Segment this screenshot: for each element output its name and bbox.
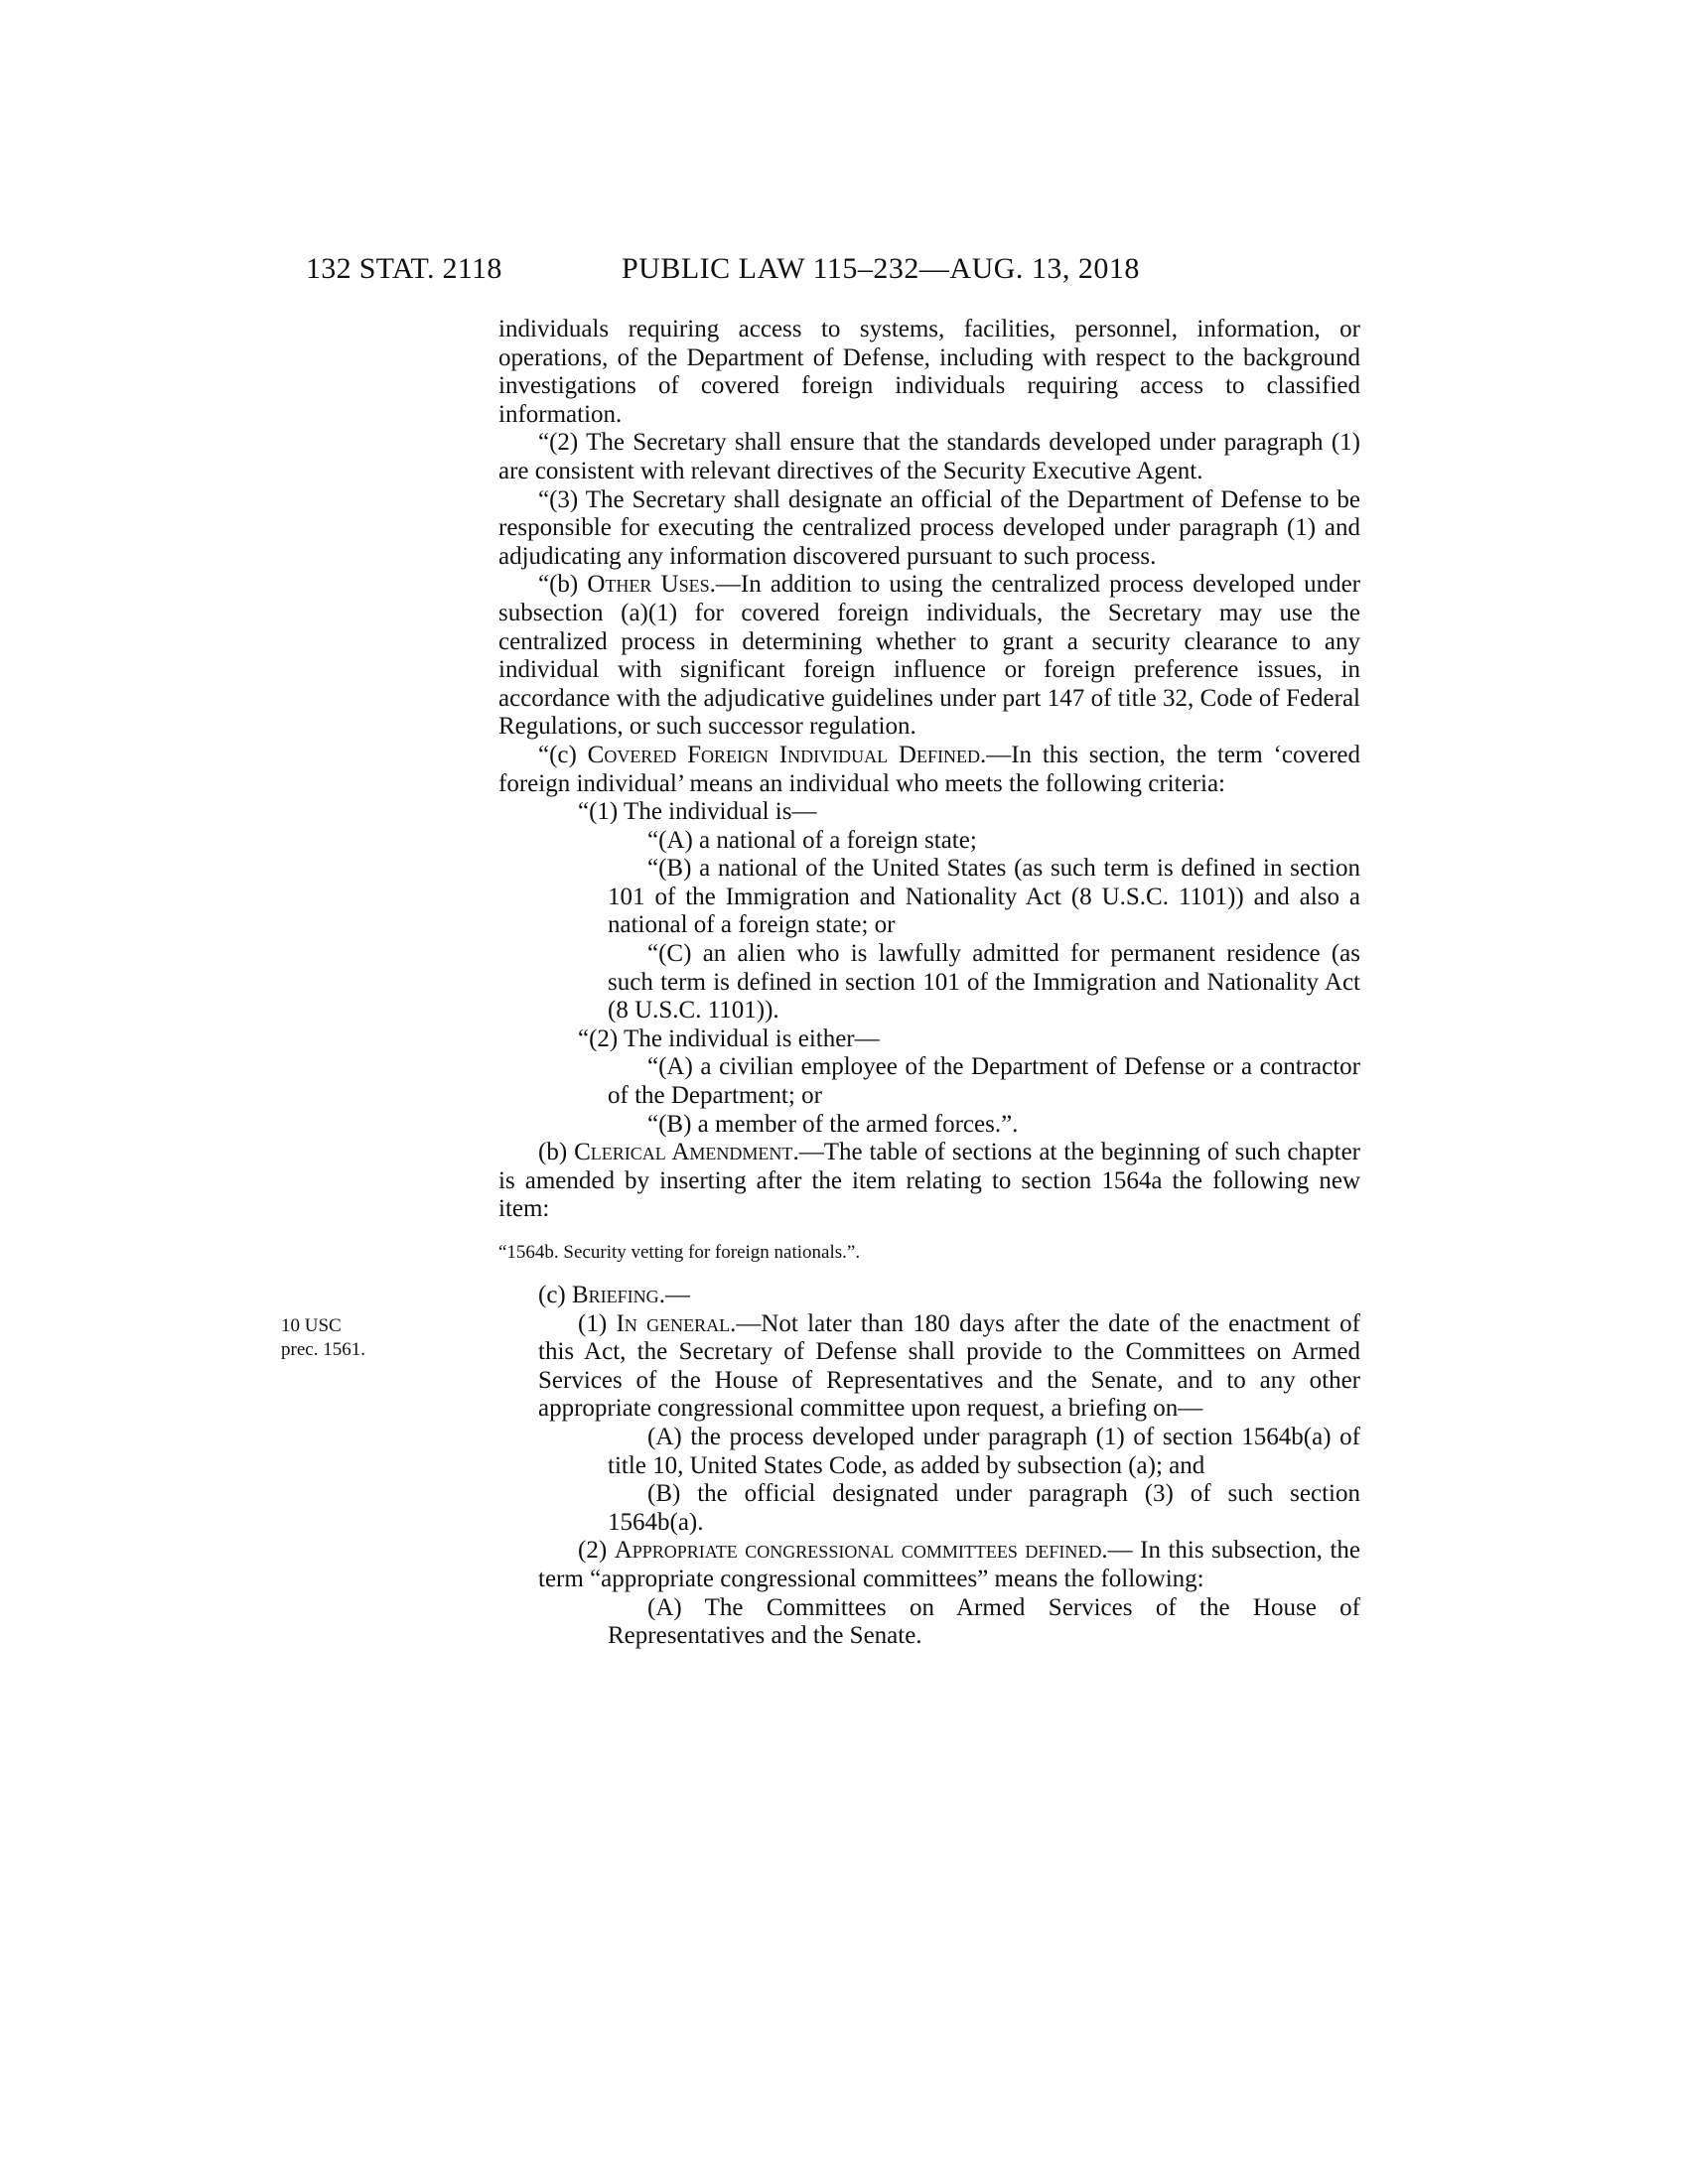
paragraph bbox=[498, 1537, 1360, 1593]
margin-note bbox=[281, 1314, 400, 1362]
paragraph: (B) the official designated under paragraph (3) of such section 1564b(a). bbox=[608, 1480, 1360, 1536]
margin-note-line: prec. 1561. bbox=[281, 1339, 365, 1360]
paragraph-text: .—The table of sections at the beginning of such chapter is amended by inserting after the item relating to section 1564a the following new item: bbox=[498, 1139, 1360, 1223]
paragraph: “(2) The Secretary shall ensure that the standards developed under paragraph (1) are consistent with relevant directives of the Security Executive Agent. bbox=[498, 429, 1360, 484]
section-heading: In general bbox=[616, 1309, 731, 1337]
paragraph: “(B) a member of the armed forces.”. bbox=[647, 1110, 1019, 1138]
paragraph: “(3) The Secretary shall designate an official of the Department of Defense to be responsible for executing the centralized process developed under paragraph (1) and adjudicating any information discovered pursuant to such process. bbox=[498, 485, 1360, 570]
section-heading: Clerical Amendment bbox=[574, 1139, 793, 1166]
paragraph: individuals requiring access to systems, facilities, personnel, information, or operations, of the Department of Defense, including with respect to the background investigations of covered foreign individuals requiring access to classified information. bbox=[498, 316, 1360, 428]
paragraph: “(A) a civilian employee of the Department of Defense or a contractor of the Department; or bbox=[608, 1053, 1360, 1110]
section-heading: Briefing bbox=[572, 1282, 659, 1308]
paragraph-lead: (1) bbox=[578, 1309, 617, 1337]
body-text bbox=[498, 316, 1360, 1651]
running-header bbox=[0, 252, 1688, 292]
paragraph-lead: “(b) bbox=[538, 571, 588, 599]
paragraph bbox=[498, 1310, 1360, 1424]
section-heading: Other Uses bbox=[587, 571, 710, 599]
paragraph bbox=[498, 1282, 1360, 1310]
paragraph: “(1) The individual is— bbox=[578, 798, 817, 826]
paragraph-lead: (c) bbox=[538, 1282, 572, 1308]
paragraph: “(A) a national of a foreign state; bbox=[647, 826, 977, 854]
paragraph: “(2) The individual is either— bbox=[578, 1024, 880, 1052]
paragraph: “(B) a national of the United States (as such term is defined in section 101 of the Immigration and Nationality Act (8 U.S.C. 1101)) and also a national of a foreign state; or bbox=[608, 855, 1360, 939]
paragraph bbox=[498, 742, 1360, 798]
paragraph: (A) the process developed under paragraph (1) of section 1564b(a) of title 10, United States Code, as added by subsection (a); and bbox=[608, 1423, 1360, 1479]
paragraph-text: .—In addition to using the centralized process developed under subsection (a)(1) for covered foreign individuals, the Secretary may use the centralized process in determining whether to grant a security clearance to any individual with significant foreign influence or foreign preference issues, in accordance with the adjudicative guidelines under part 147 of title 32, Code of Federal Regulations, or such successor regulation. bbox=[498, 571, 1361, 741]
paragraph: (A) The Committees on Armed Services of the House of Representatives and the Senate. bbox=[608, 1593, 1360, 1650]
paragraph-text: .— In this subsection, the term “appropriate congressional committees” means the following: bbox=[538, 1537, 1360, 1592]
public-law-title: PUBLIC LAW 115–232—AUG. 13, 2018 bbox=[622, 252, 1140, 285]
paragraph-text: .—In this section, the term ‘covered foreign individual’ means an individual who meets the following criteria: bbox=[498, 741, 1360, 797]
table-of-sections-item: “1564b. Security vetting for foreign nationals.”. bbox=[498, 1242, 861, 1263]
paragraph-lead: (2) bbox=[578, 1537, 615, 1565]
paragraph-text: .—Not later than 180 days after the date of the enactment of this Act, the Secretary of Defense shall provide to the Committees on Armed Services of the House of Representatives and the Senate, and to any other appropriate congressional committee upon request, a briefing on— bbox=[538, 1309, 1360, 1423]
paragraph-lead: (b) bbox=[538, 1139, 575, 1166]
section-heading: Covered Foreign Individual Defined bbox=[587, 741, 980, 768]
paragraph bbox=[498, 1139, 1360, 1224]
paragraph-lead: “(c) bbox=[538, 741, 588, 768]
paragraph bbox=[498, 571, 1360, 742]
paragraph-text: .— bbox=[658, 1282, 690, 1308]
statute-citation: 132 STAT. 2118 bbox=[306, 252, 502, 285]
margin-note-line: 10 USC bbox=[281, 1315, 342, 1336]
paragraph: “(C) an alien who is lawfully admitted for permanent residence (as such term is defined in section 101 of the Immigration and Nationality Act (8 U.S.C. 1101)). bbox=[608, 940, 1360, 1024]
section-heading: Appropriate congressional committees defined bbox=[614, 1537, 1102, 1565]
